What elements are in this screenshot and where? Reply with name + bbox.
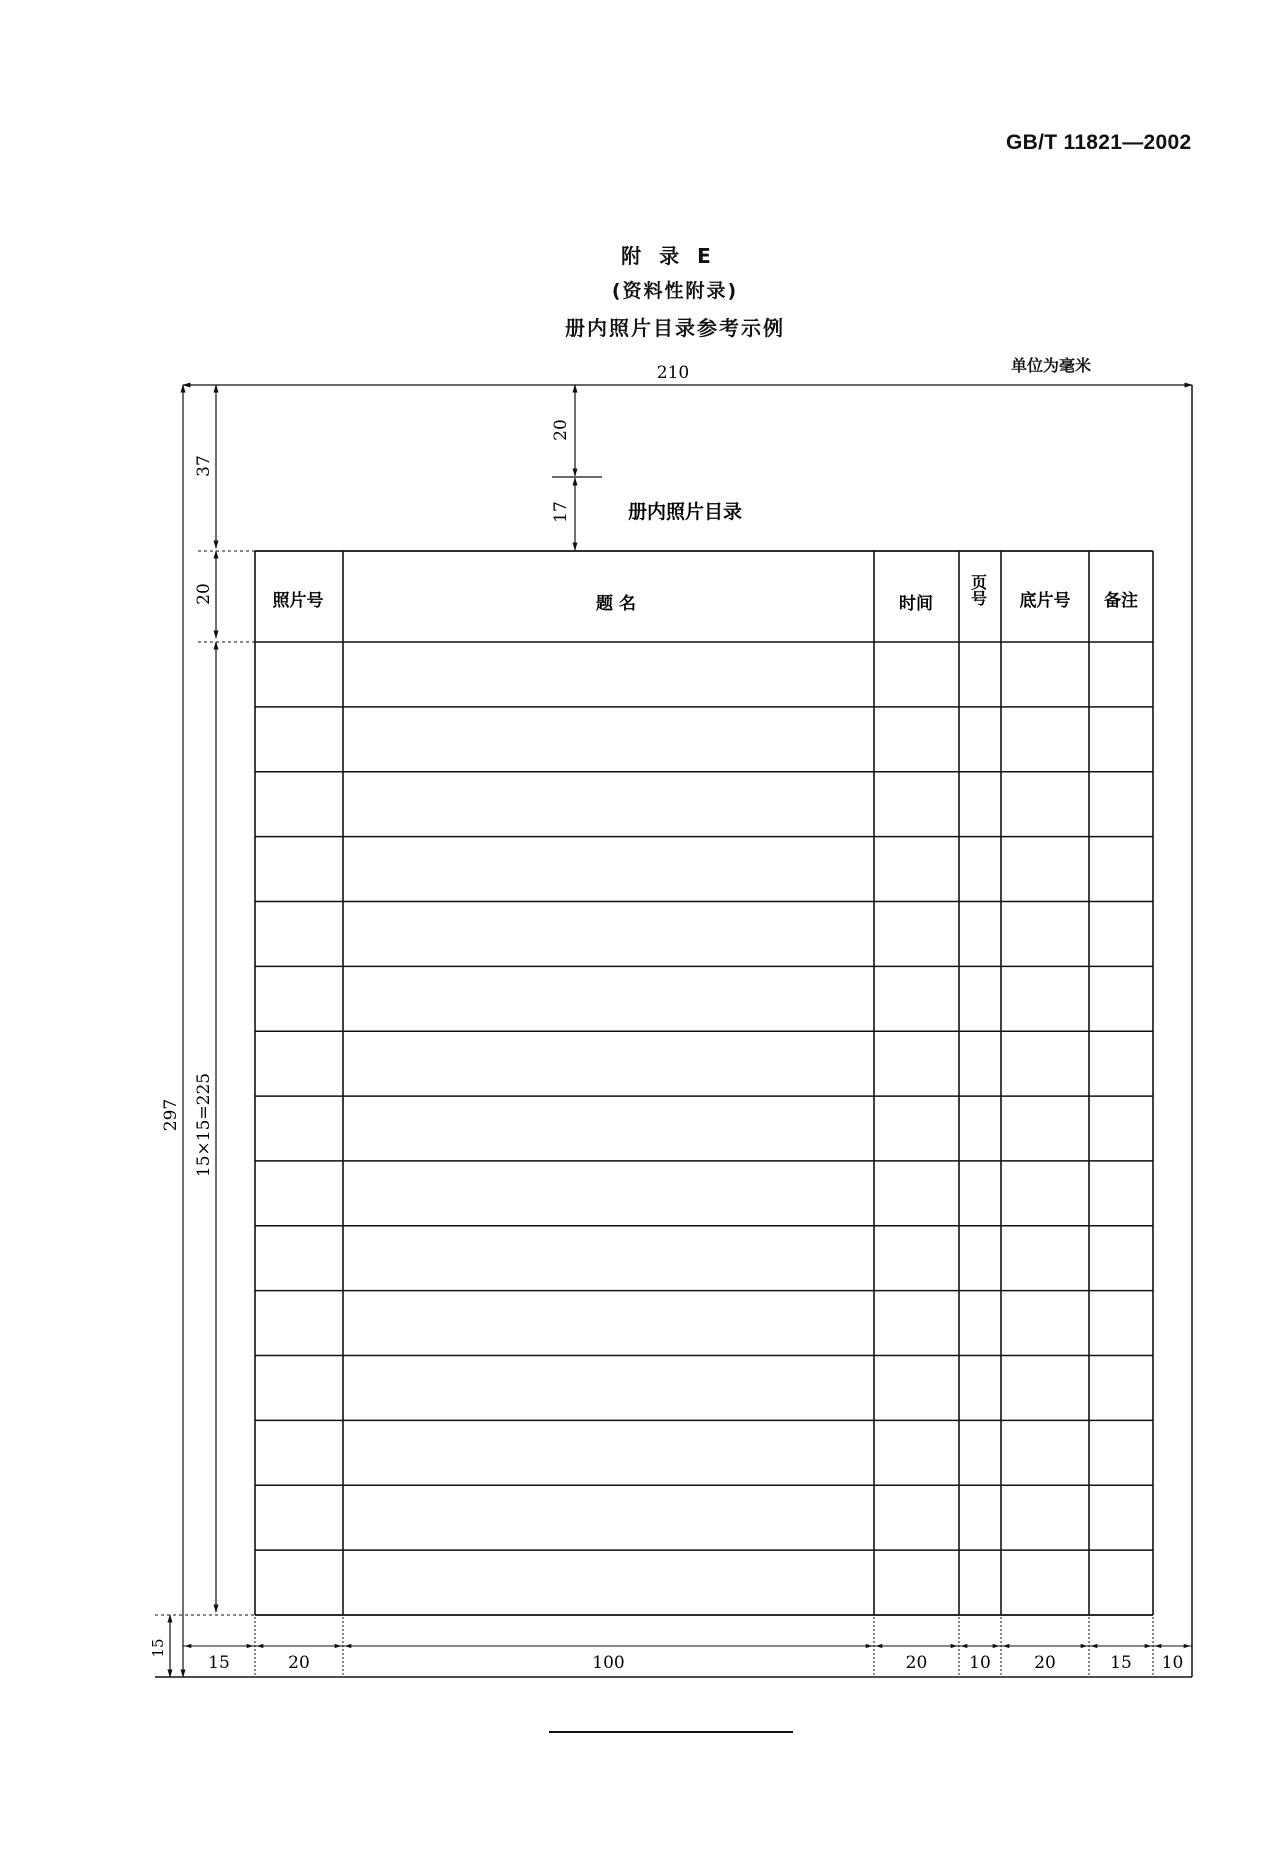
col-width-label-1: 20 [288, 1653, 310, 1673]
col-width-label-2: 100 [592, 1653, 625, 1673]
dim-title-band: 17 [551, 501, 571, 523]
col-header-negative-no: 底片号 [1019, 591, 1071, 611]
dim-top-margin: 37 [194, 455, 214, 477]
dim-header-row: 20 [194, 583, 214, 605]
col-header-page-no: 页号 [968, 574, 988, 606]
form-title: 册内照片目录 [628, 501, 743, 523]
col-header-title: 题 名 [596, 594, 636, 614]
dim-page-width: 210 [656, 363, 690, 383]
dim-title-top: 20 [551, 419, 571, 441]
appendix-type: (资料性附录) [611, 280, 739, 302]
dim-bottom-margin: 15 [149, 1638, 167, 1658]
standard-code: GB/T 11821—2002 [1006, 131, 1192, 154]
unit-note: 单位为毫米 [1011, 356, 1092, 375]
col-width-label-5: 20 [1034, 1653, 1056, 1673]
col-width-label-4: 10 [969, 1653, 991, 1673]
column-width-dimensions [185, 1617, 1190, 1677]
catalog-table [255, 551, 1153, 1615]
footer-rule [549, 1731, 793, 1733]
col-header-photo-no: 照片号 [272, 591, 324, 611]
appendix-title: 附录E [621, 244, 729, 268]
col-width-label-7: 10 [1161, 1653, 1184, 1673]
col-width-label-0: 15 [208, 1653, 230, 1673]
col-width-label-3: 20 [905, 1653, 928, 1673]
dim-body-rows: 15×15=225 [194, 1072, 214, 1178]
col-header-remarks: 备注 [1104, 591, 1138, 611]
col-header-time: 时间 [899, 594, 933, 614]
appendix-caption: 册内照片目录参考示例 [565, 316, 785, 340]
col-width-label-6: 15 [1110, 1653, 1132, 1673]
dim-page-height: 297 [161, 1098, 181, 1132]
